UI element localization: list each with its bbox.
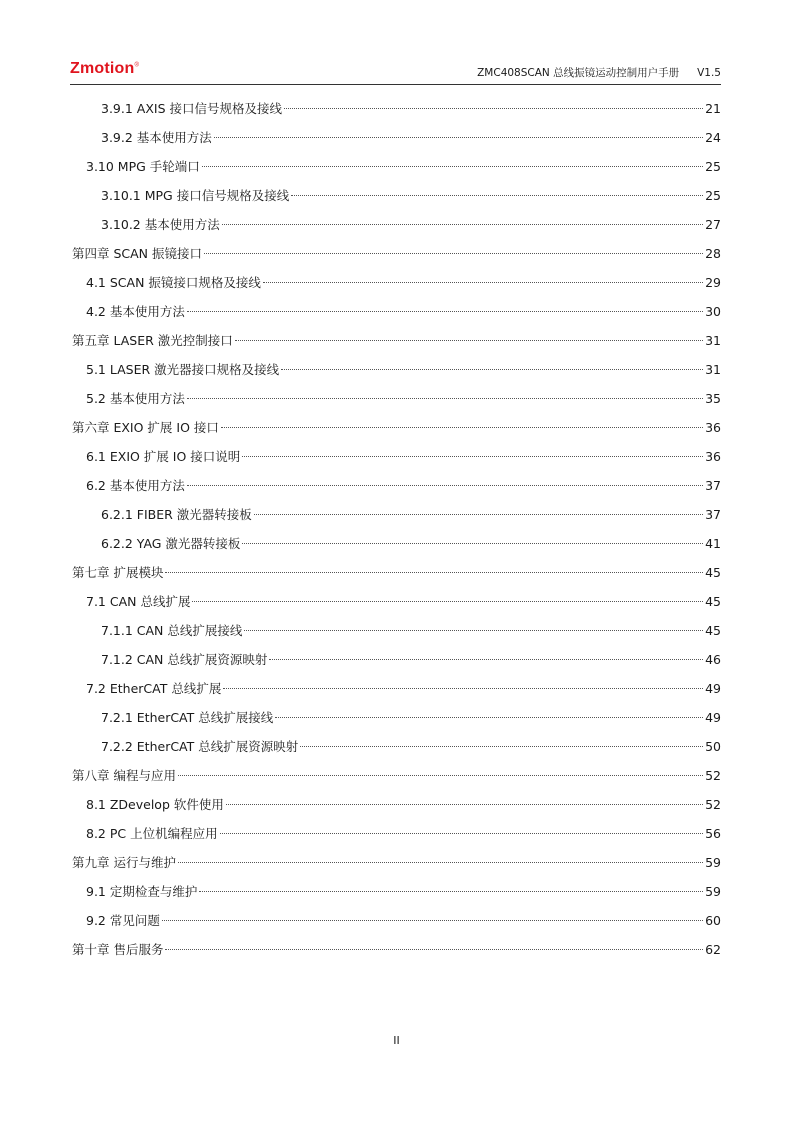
- toc-entry-title: 8.1 ZDevelop 软件使用: [86, 797, 224, 812]
- header-divider: [70, 84, 721, 85]
- toc-entry-page: 31: [705, 362, 721, 377]
- toc-entry[interactable]: [70, 355, 721, 384]
- toc-dot-leader: [199, 891, 703, 892]
- toc-entry[interactable]: [70, 326, 721, 355]
- toc-entry-page: 62: [705, 942, 721, 957]
- toc-entry-title: 6.2.1 FIBER 激光器转接板: [101, 507, 252, 522]
- toc-entry-page: 41: [705, 536, 721, 551]
- toc-entry-title: 3.10 MPG 手轮端口: [86, 159, 200, 174]
- toc-dot-leader: [242, 456, 703, 457]
- toc-entry-page: 56: [705, 826, 721, 841]
- toc-entry[interactable]: [70, 471, 721, 500]
- toc-entry-page: 52: [705, 797, 721, 812]
- toc-entry-page: 45: [705, 623, 721, 638]
- toc-entry-page: 27: [705, 217, 721, 232]
- toc-dot-leader: [281, 369, 703, 370]
- toc-dot-leader: [187, 311, 703, 312]
- toc-entry-page: 46: [705, 652, 721, 667]
- toc-entry[interactable]: [70, 819, 721, 848]
- toc-entry-page: 49: [705, 681, 721, 696]
- toc-entry-page: 31: [705, 333, 721, 348]
- toc-entry-page: 59: [705, 884, 721, 899]
- toc-entry-title: 7.1.1 CAN 总线扩展接线: [101, 623, 243, 638]
- toc-entry[interactable]: [70, 442, 721, 471]
- table-of-contents: [70, 94, 721, 964]
- toc-dot-leader: [291, 195, 703, 196]
- toc-entry-page: 36: [705, 420, 721, 435]
- toc-entry[interactable]: [70, 239, 721, 268]
- page-header: [70, 60, 721, 84]
- toc-entry-title: 第七章 扩展模块: [72, 565, 164, 580]
- toc-entry-title: 3.10.1 MPG 接口信号规格及接线: [101, 188, 290, 203]
- toc-entry-title: 3.9.1 AXIS 接口信号规格及接线: [101, 101, 282, 116]
- toc-dot-leader: [221, 427, 703, 428]
- toc-entry[interactable]: [70, 935, 721, 964]
- toc-dot-leader: [202, 166, 703, 167]
- toc-dot-leader: [275, 717, 703, 718]
- toc-entry[interactable]: [70, 181, 721, 210]
- toc-entry[interactable]: [70, 94, 721, 123]
- toc-entry[interactable]: [70, 674, 721, 703]
- toc-entry-page: 24: [705, 130, 721, 145]
- toc-entry[interactable]: [70, 500, 721, 529]
- page-number: II: [393, 1034, 400, 1047]
- toc-dot-leader: [226, 804, 703, 805]
- toc-entry-title: 第五章 LASER 激光控制接口: [72, 333, 233, 348]
- toc-entry-title: 5.1 LASER 激光器接口规格及接线: [86, 362, 280, 377]
- toc-dot-leader: [165, 949, 703, 950]
- toc-entry-page: 45: [705, 565, 721, 580]
- toc-entry-title: 9.2 常见问题: [86, 913, 160, 928]
- toc-entry[interactable]: [70, 152, 721, 181]
- toc-entry-page: 21: [705, 101, 721, 116]
- toc-entry-page: 50: [705, 739, 721, 754]
- toc-entry[interactable]: [70, 297, 721, 326]
- toc-entry-page: 35: [705, 391, 721, 406]
- toc-entry[interactable]: [70, 645, 721, 674]
- toc-entry-title: 4.2 基本使用方法: [86, 304, 185, 319]
- toc-dot-leader: [223, 688, 703, 689]
- toc-dot-leader: [214, 137, 703, 138]
- toc-entry-page: 28: [705, 246, 721, 261]
- toc-entry-title: 第十章 售后服务: [72, 942, 164, 957]
- toc-entry[interactable]: [70, 877, 721, 906]
- toc-dot-leader: [178, 862, 703, 863]
- toc-entry[interactable]: [70, 790, 721, 819]
- toc-entry[interactable]: [70, 616, 721, 645]
- toc-entry[interactable]: [70, 703, 721, 732]
- toc-dot-leader: [269, 659, 703, 660]
- toc-dot-leader: [162, 920, 703, 921]
- toc-entry-page: 52: [705, 768, 721, 783]
- toc-dot-leader: [300, 746, 703, 747]
- toc-dot-leader: [187, 485, 703, 486]
- toc-entry-page: 29: [705, 275, 721, 290]
- toc-entry-title: 3.9.2 基本使用方法: [101, 130, 212, 145]
- toc-entry[interactable]: [70, 413, 721, 442]
- toc-entry-page: 37: [705, 507, 721, 522]
- toc-entry-page: 49: [705, 710, 721, 725]
- toc-entry[interactable]: [70, 529, 721, 558]
- toc-entry-title: 第九章 运行与维护: [72, 855, 176, 870]
- toc-entry-page: 30: [705, 304, 721, 319]
- toc-entry-title: 6.2 基本使用方法: [86, 478, 185, 493]
- document-title: [477, 65, 721, 80]
- toc-entry-title: 7.1.2 CAN 总线扩展资源映射: [101, 652, 268, 667]
- toc-dot-leader: [178, 775, 703, 776]
- zmotion-logo: [70, 60, 139, 78]
- toc-entry-page: 25: [705, 159, 721, 174]
- toc-dot-leader: [242, 543, 703, 544]
- toc-entry-title: 8.2 PC 上位机编程应用: [86, 826, 218, 841]
- toc-entry-page: 25: [705, 188, 721, 203]
- toc-entry-title: 7.2.2 EtherCAT 总线扩展资源映射: [101, 739, 299, 754]
- toc-entry[interactable]: [70, 761, 721, 790]
- toc-entry-page: 45: [705, 594, 721, 609]
- toc-entry[interactable]: [70, 732, 721, 761]
- toc-entry[interactable]: [70, 587, 721, 616]
- logo-text: Zmotion: [70, 60, 135, 77]
- toc-entry[interactable]: [70, 906, 721, 935]
- toc-entry-page: 37: [705, 478, 721, 493]
- toc-dot-leader: [165, 572, 703, 573]
- toc-entry-title: 7.2.1 EtherCAT 总线扩展接线: [101, 710, 274, 725]
- registered-mark: ®: [134, 62, 140, 69]
- toc-entry-title: 6.2.2 YAG 激光器转接板: [101, 536, 241, 551]
- toc-entry[interactable]: [70, 123, 721, 152]
- toc-dot-leader: [222, 224, 703, 225]
- toc-entry[interactable]: [70, 210, 721, 239]
- toc-entry-page: 60: [705, 913, 721, 928]
- toc-entry-title: 第六章 EXIO 扩展 IO 接口: [72, 420, 219, 435]
- document-version: V1.5: [697, 67, 721, 79]
- toc-dot-leader: [187, 398, 703, 399]
- toc-dot-leader: [204, 253, 703, 254]
- toc-dot-leader: [284, 108, 703, 109]
- toc-entry-title: 7.2 EtherCAT 总线扩展: [86, 681, 222, 696]
- toc-dot-leader: [192, 601, 703, 602]
- toc-entry-page: 59: [705, 855, 721, 870]
- toc-entry-title: 5.2 基本使用方法: [86, 391, 185, 406]
- toc-dot-leader: [220, 833, 704, 834]
- toc-dot-leader: [263, 282, 703, 283]
- toc-entry-title: 9.1 定期检查与维护: [86, 884, 198, 899]
- toc-entry-title: 6.1 EXIO 扩展 IO 接口说明: [86, 449, 241, 464]
- toc-dot-leader: [254, 514, 703, 515]
- toc-entry-title: 第八章 编程与应用: [72, 768, 176, 783]
- toc-entry-title: 3.10.2 基本使用方法: [101, 217, 220, 232]
- document-title-text: ZMC408SCAN 总线振镜运动控制用户手册: [477, 67, 680, 79]
- toc-entry-page: 36: [705, 449, 721, 464]
- toc-entry[interactable]: [70, 848, 721, 877]
- toc-dot-leader: [244, 630, 703, 631]
- toc-entry-title: 第四章 SCAN 振镜接口: [72, 246, 203, 261]
- toc-entry[interactable]: [70, 384, 721, 413]
- toc-entry[interactable]: [70, 268, 721, 297]
- toc-entry[interactable]: [70, 558, 721, 587]
- toc-entry-title: 7.1 CAN 总线扩展: [86, 594, 191, 609]
- toc-entry-title: 4.1 SCAN 振镜接口规格及接线: [86, 275, 261, 290]
- toc-dot-leader: [235, 340, 703, 341]
